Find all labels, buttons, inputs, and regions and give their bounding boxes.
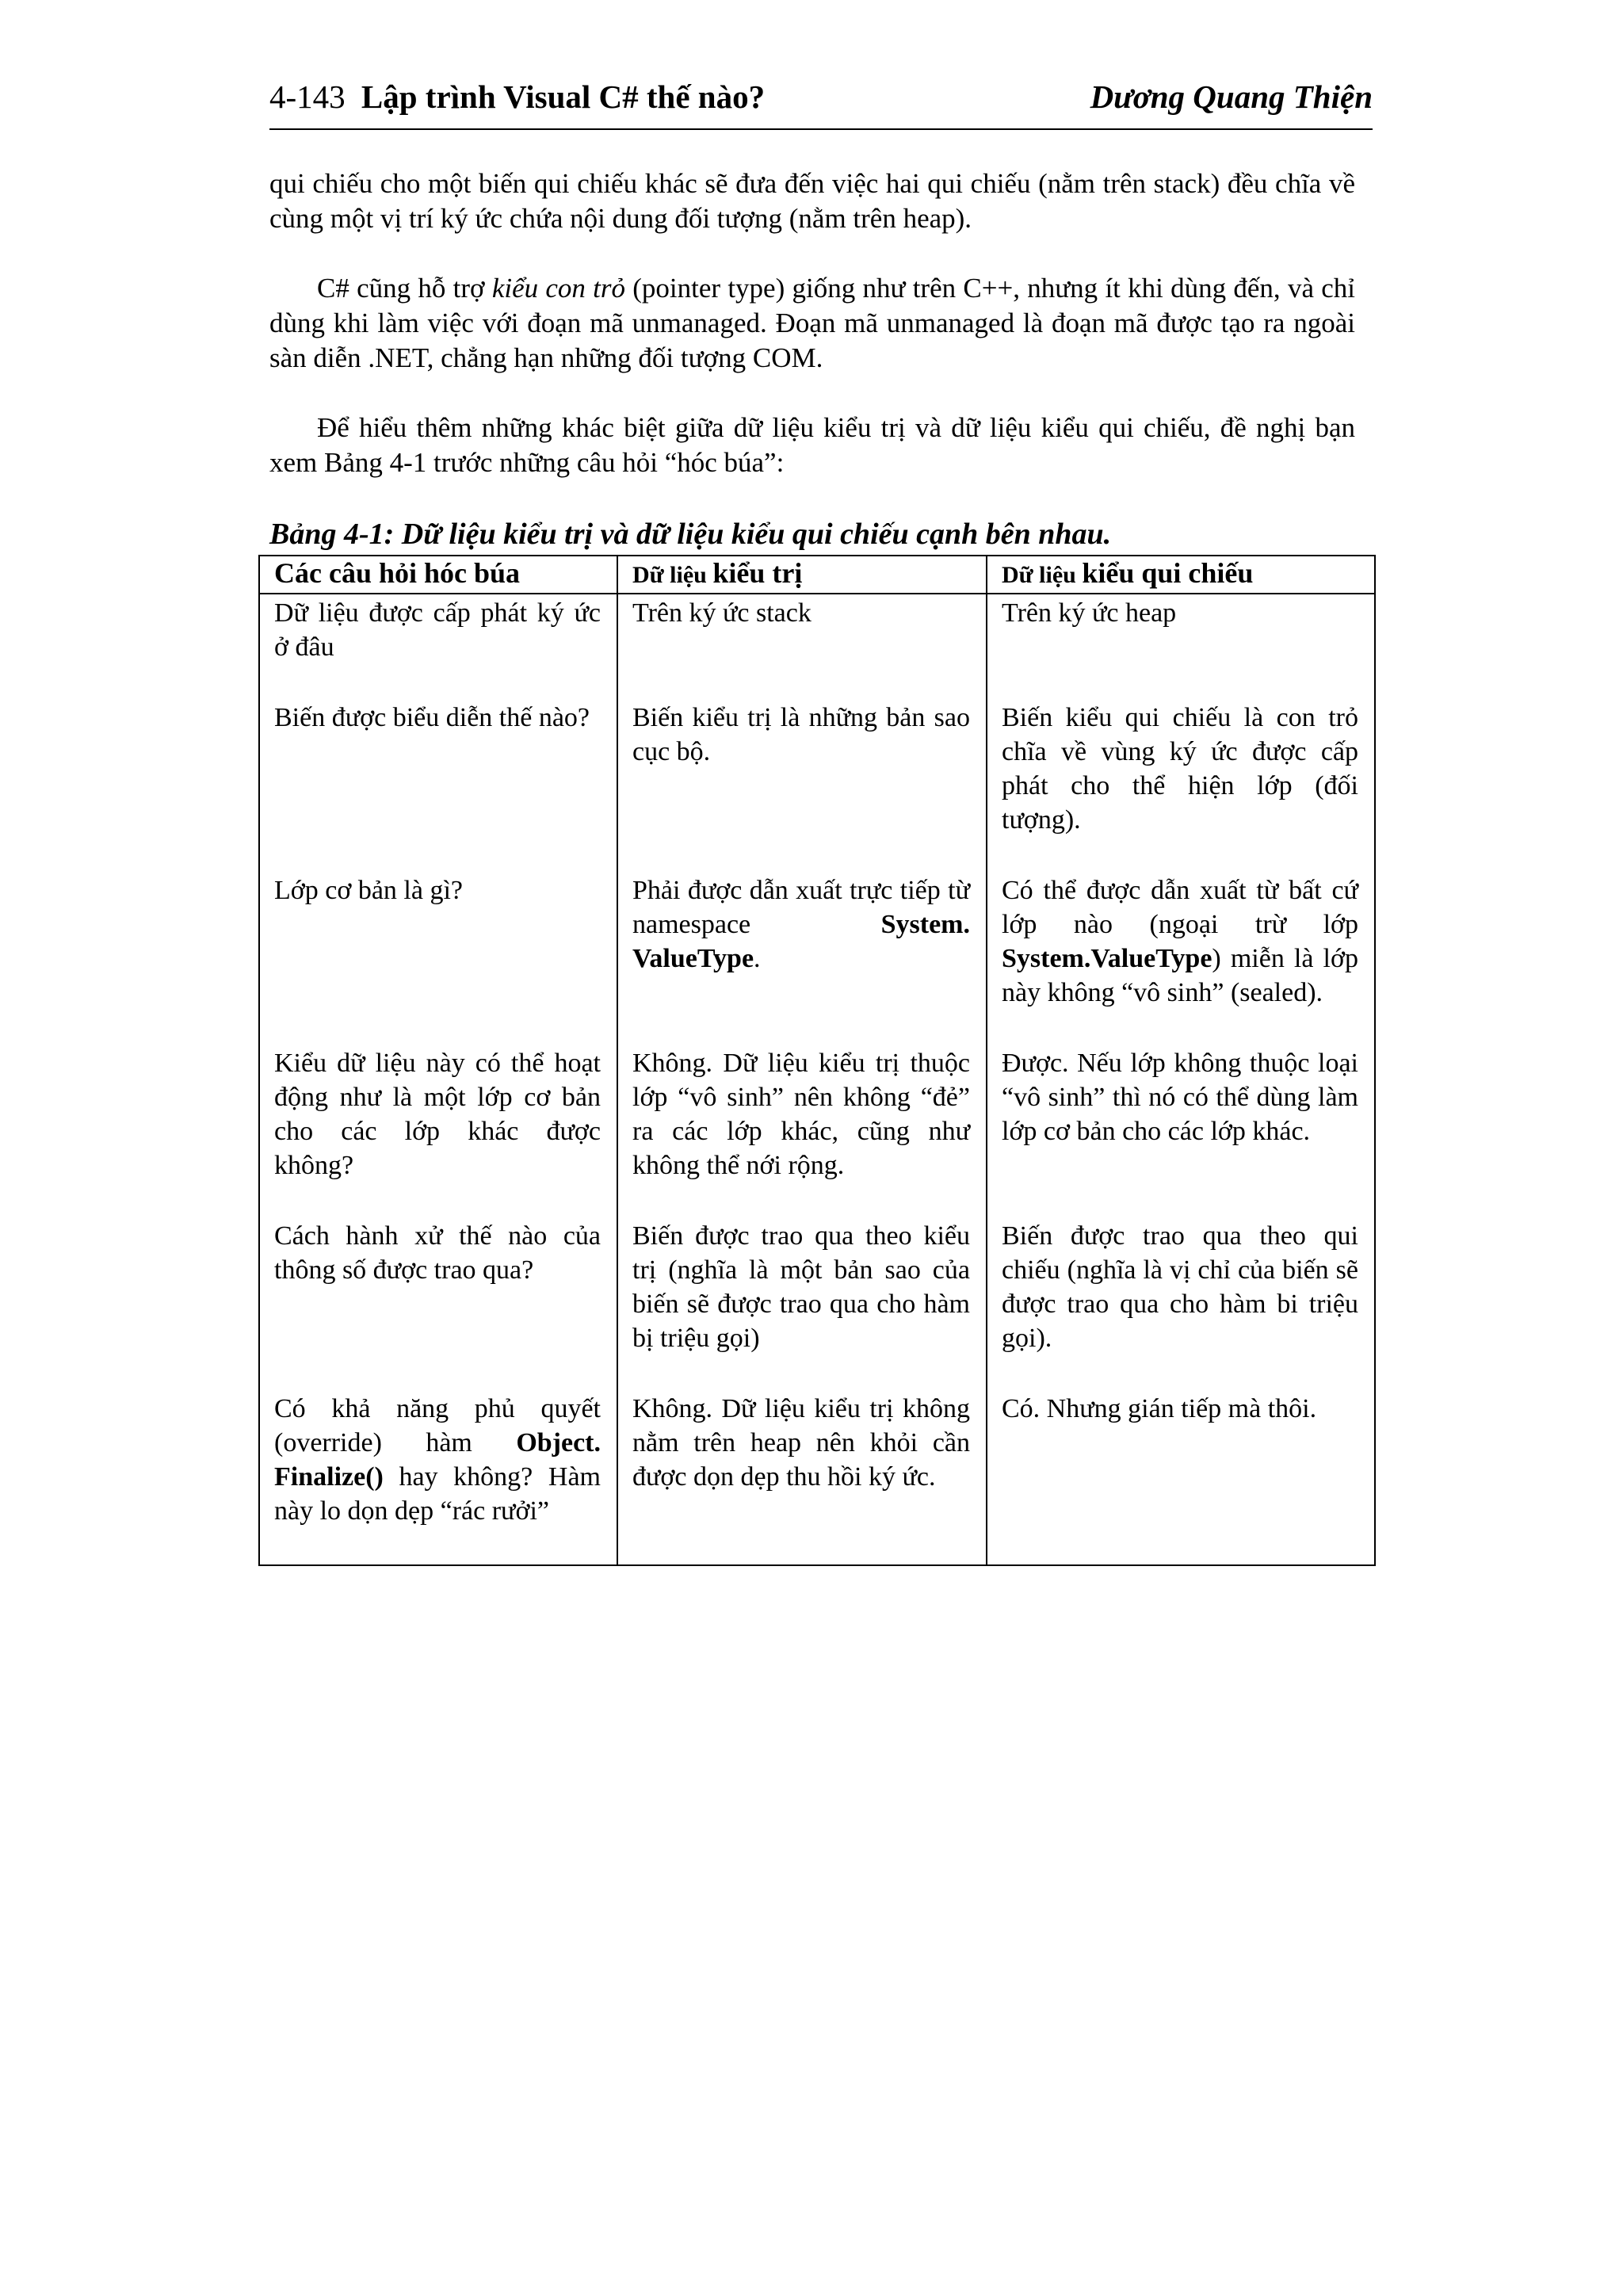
cell-question: Cách hành xử thế nào của thông số được trao qua? [259, 1217, 617, 1390]
table-row [259, 872, 1375, 1045]
paragraph-pointer-type [269, 271, 1355, 376]
cell-reference-type: Trên ký ức heap [987, 594, 1375, 699]
cell-value-type: Biến kiểu trị là những bản sao cục bộ. [617, 699, 987, 872]
cell-bold-text: System. ValueType [632, 910, 970, 973]
paragraph-table-intro: Để hiểu thêm những khác biệt giữa dữ liệu kiểu trị và dữ liệu kiểu qui chiếu, đề nghị bạn xem Bảng 4-1 trước những câu hỏi “hóc búa”: [269, 412, 1355, 478]
pointer-type-term: kiểu con trỏ [491, 273, 626, 304]
cell-value-type: Không. Dữ liệu kiểu trị thuộc lớp “vô sinh” nên không “đẻ” ra các lớp khác, cũng như không thể nới rộng. [617, 1045, 987, 1217]
cell-text: hay không? Hàm này lo dọn dẹp “rác rưởi” [274, 1462, 601, 1526]
cell-value-type [617, 872, 987, 1045]
table-header-row [259, 556, 1375, 594]
cell-question: Biến được biểu diễn thế nào? [259, 699, 617, 872]
header-reference-type [987, 556, 1375, 594]
paragraph-pointer-type-text-2: (pointer type) giống như trên C++, nhưng ít khi dùng đến, và chỉ dùng khi làm việc với đoạn mã unmanaged. Đoạn mã unmanaged là đoạn mã được tạo ra ngoài sàn diễn .NET, chẳng hạn những đối tượng COM. [269, 273, 1355, 373]
cell-reference-type: Có. Nhưng gián tiếp mà thôi. [987, 1390, 1375, 1565]
paragraph-reference-copy: qui chiếu cho một biến qui chiếu khác sẽ đưa đến việc hai qui chiếu (nằm trên stack) đều chĩa về cùng một vị trí ký ức chứa nội dung đối tượng (nằm trên heap). [269, 168, 1355, 234]
page-header [269, 76, 1373, 130]
cell-question: Dữ liệu được cấp phát ký ức ở đâu [259, 594, 617, 699]
cell-bold-text: System.ValueType [1002, 944, 1212, 973]
table-row [259, 1217, 1375, 1390]
header-left [269, 78, 765, 116]
table-caption: Bảng 4-1: Dữ liệu kiểu trị và dữ liệu kiểu qui chiếu cạnh bên nhau. [269, 518, 1112, 551]
table-row [259, 699, 1375, 872]
cell-reference-type: Biến được trao qua theo qui chiếu (nghĩa là vị chỉ của biến sẽ được trao qua cho hàm bi triệu gọi). [987, 1217, 1375, 1390]
table-row [259, 594, 1375, 699]
comparison-table [258, 555, 1376, 1566]
cell-question: Kiểu dữ liệu này có thể hoạt động như là một lớp cơ bản cho các lớp khác được không? [259, 1045, 617, 1217]
cell-question [259, 1390, 617, 1565]
cell-text: ) miễn là lớp này không “vô sinh” (sealed). [1002, 944, 1358, 1007]
cell-bold-text: Object. Finalize() [274, 1428, 601, 1492]
header-reference-type-prefix: Dữ liệu [1002, 562, 1076, 588]
page-number: 4-143 [269, 78, 346, 115]
header-value-type [617, 556, 987, 594]
header-value-type-prefix: Dữ liệu [632, 562, 707, 588]
table-row [259, 1390, 1375, 1565]
author-name: Dương Quang Thiện [1090, 78, 1373, 115]
cell-value-type: Trên ký ức stack [617, 594, 987, 699]
table-row [259, 1045, 1375, 1217]
cell-reference-type: Được. Nếu lớp không thuộc loại “vô sinh” thì nó có thể dùng làm lớp cơ bản cho các lớp khác. [987, 1045, 1375, 1217]
cell-text: Phải được dẫn xuất trực tiếp từ namespace [632, 876, 970, 939]
cell-text: . [754, 944, 761, 973]
header-reference-type-main: kiểu qui chiếu [1082, 557, 1254, 589]
cell-value-type: Biến được trao qua theo kiểu trị (nghĩa là một bản sao của biến sẽ được trao qua cho hàm bị triệu gọi) [617, 1217, 987, 1390]
cell-reference-type: Biến kiểu qui chiếu là con trỏ chĩa về vùng ký ức được cấp phát cho thể hiện lớp (đối tượng). [987, 699, 1375, 872]
cell-reference-type [987, 872, 1375, 1045]
book-title: Lập trình Visual C# thế nào? [361, 78, 766, 115]
paragraph-pointer-type-text-1: C# cũng hỗ trợ [317, 273, 492, 304]
cell-question: Lớp cơ bản là gì? [259, 872, 617, 1045]
cell-text: Có khả năng phủ quyết (override) hàm [274, 1394, 601, 1457]
header-value-type-main: kiểu trị [712, 557, 803, 589]
header-questions: Các câu hỏi hóc búa [259, 556, 617, 594]
cell-value-type: Không. Dữ liệu kiểu trị không nằm trên heap nên khỏi cần được dọn dẹp thu hồi ký ức. [617, 1390, 987, 1565]
cell-text: Có thể được dẫn xuất từ bất cứ lớp nào (ngoại trừ lớp [1002, 876, 1358, 939]
